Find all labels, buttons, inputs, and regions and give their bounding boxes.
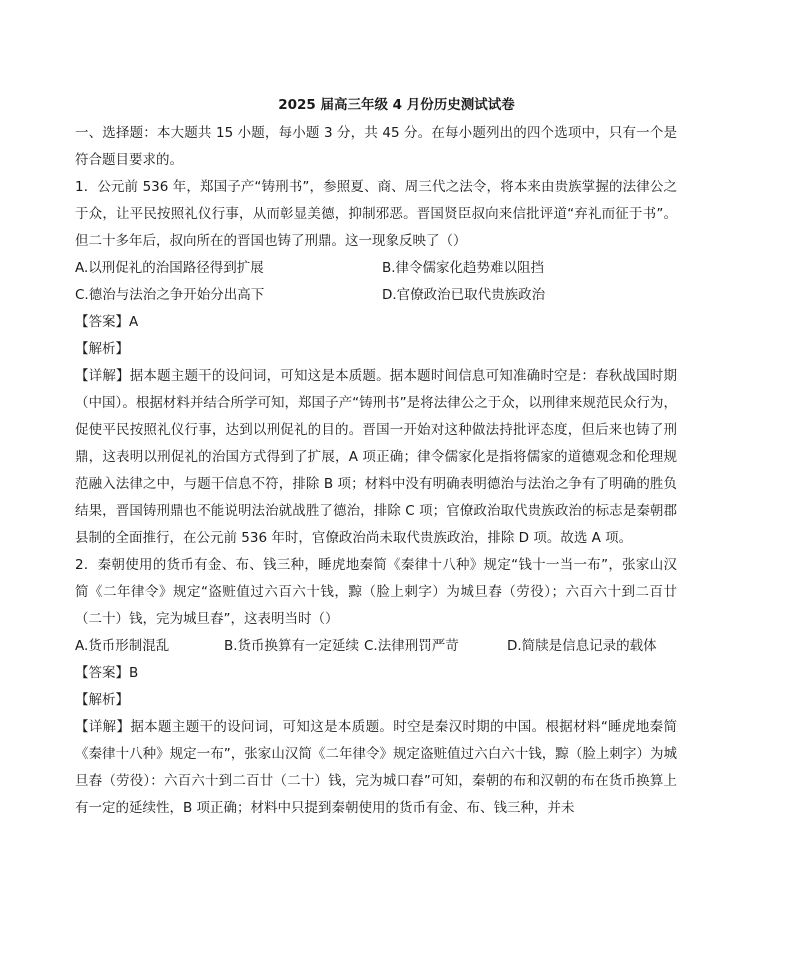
question-1-options-row-1 [75,255,677,282]
question-2-answer: 【答案】B [75,665,139,681]
question-2-options-row [75,633,677,660]
question-1-answer: 【答案】A [75,314,139,330]
exam-content [75,120,677,822]
section-heading: 一、选择题：本大题共 15 小题，每小题 3 分，共 45 分。在每小题列出的四个选项中，只有一个是符合题目要求的。 [75,125,677,168]
question-2-option-b: B.货币换算有一定延续 [224,638,360,654]
question-1-option-b: B.律令儒家化趋势难以阻挡 [382,260,545,276]
question-2-option-a: A.货币形制混乱 [75,638,170,654]
question-1-option-d: D.官僚政治已取代贵族政治 [382,287,546,303]
question-2-option-d: D.简牍是信息记录的载体 [507,638,657,654]
question-1-stem: 1．公元前 536 年，郑国子产“铸刑书”，参照夏、商、周三代之法令，将本来由贵族掌握的法律公之于众，让平民按照礼仪行事，从而彰显美德，抑制邪恶。晋国贤臣叔向来信批评道“弃礼而征于书”。但二十多年后，叔向所在的晋国也铸了刑鼎。这一现象反映了（） [75,179,677,249]
question-1-option-c: C.德治与法治之争开始分出高下 [75,287,265,303]
question-2-detail: 【详解】据本题主题干的设问词，可知这是本质题。时空是秦汉时期的中国。根据材料“睡虎地秦简《秦律十八种》规定一布”，张家山汉简《二年律令》规定盗赃值过六白六十钱，黥（脸上刺字）为城旦舂（劳役）：六百六十到二百廿（二十）钱，完为城口舂”可知，秦朝的布和汉朝的布在货币换算上有一定的延续性，B 项正确；材料中只提到秦朝使用的货币有金、布、钱三种，并未 [75,719,677,816]
question-2-option-c: C.法律刑罚严苛 [364,638,459,654]
question-2-analysis-label: 【解析】 [75,692,129,708]
question-1-analysis-label: 【解析】 [75,341,129,357]
question-1-detail: 【详解】据本题主题干的设问词，可知这是本质题。据本题时间信息可知准确时空是：春秋战国时期（中国）。根据材料并结合所学可知，郑国子产“铸刑书”是将法律公之于众，以刑律来规范民众行为，促使平民按照礼仪行事，达到以刑促礼的目的。晋国一开始对这种做法持批评态度，但后来也铸了刑鼎，这表明以刑促礼的治国方式得到了扩展，A 项正确；律令儒家化是指将儒家的道德观念和伦理规范融入法律之中，与题干信息不符，排除 B 项；材料中没有明确表明德治与法治之争有了明确的胜负结果，晋国铸刑鼎也不能说明法治就战胜了德治，排除 C 项；官僚政治取代贵族政治的标志是秦朝郡县制的全面推行，在公元前 536 年时，官僚政治尚未取代贵族政治，排除 D 项。故选 A 项。 [75,368,677,546]
question-2-stem: 2．秦朝使用的货币有金、布、钱三种，睡虎地秦简《秦律十八种》规定“钱十一当一布”，张家山汉简《二年律令》规定“盗赃值过六百六十钱，黥（脸上刺字）为城旦舂（劳役）；六百六十到二百廿（二十）钱，完为城旦舂”，这表明当时（） [75,557,677,627]
question-1-options-row-2 [75,282,677,309]
exam-title: 2025 届高三年级 4 月份历史测试试卷 [278,97,515,113]
question-1-option-a: A.以刑促礼的治国路径得到扩展 [75,260,264,276]
